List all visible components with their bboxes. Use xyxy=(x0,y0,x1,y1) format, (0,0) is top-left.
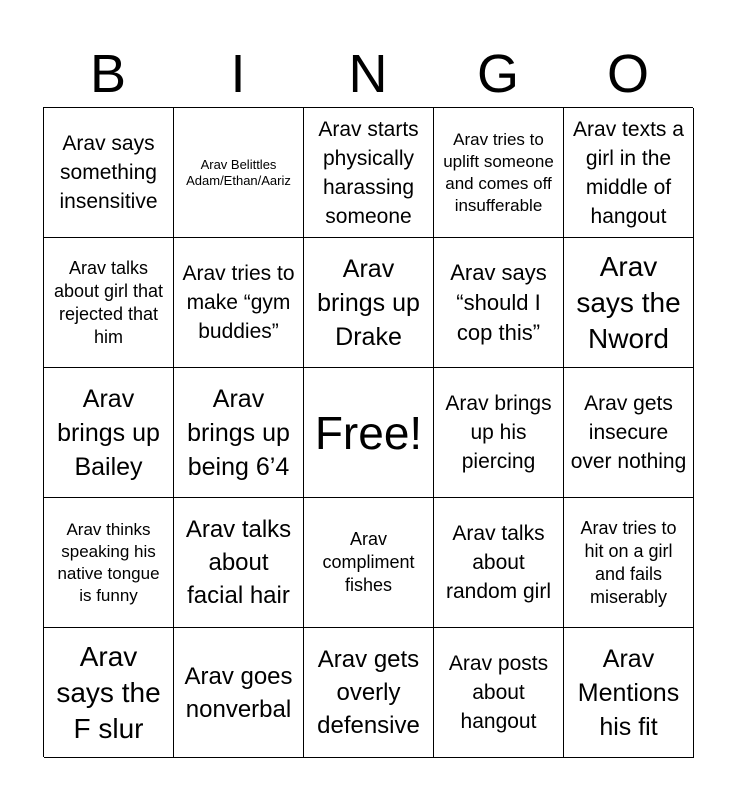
bingo-cell[interactable] xyxy=(434,108,564,238)
bingo-cell[interactable] xyxy=(304,108,434,238)
bingo-cell[interactable] xyxy=(564,498,694,628)
bingo-cell[interactable] xyxy=(304,238,434,368)
bingo-cell[interactable] xyxy=(44,238,174,368)
bingo-cell[interactable] xyxy=(174,368,304,498)
bingo-cell[interactable] xyxy=(304,628,434,758)
cell-text: Arav brings up his piercing xyxy=(445,392,552,473)
cell-text: Arav talks about girl that rejected that him xyxy=(53,257,164,347)
cell-text: Arav tries to uplift someone and comes off insufferable xyxy=(443,129,554,215)
cell-text: Arav thinks speaking his native tongue is funny xyxy=(57,519,160,605)
header-letter-n: N xyxy=(348,44,388,104)
cell-text: Arav gets insecure over nothing xyxy=(570,392,687,473)
cell-text: Arav talks about random girl xyxy=(445,522,552,603)
cell-text: Arav says “should I cop this” xyxy=(450,259,547,345)
bingo-cell[interactable] xyxy=(174,238,304,368)
bingo-cell[interactable] xyxy=(564,628,694,758)
bingo-cell[interactable] xyxy=(564,238,694,368)
header-letter-g: G xyxy=(476,44,519,104)
cell-text: Arav goes nonverbal xyxy=(184,662,293,723)
bingo-cell[interactable] xyxy=(174,498,304,628)
cell-text: Arav tries to hit on a girl and fails miserably xyxy=(580,517,677,607)
cell-text: Arav texts a girl in the middle of hangout xyxy=(573,117,684,228)
cell-text: Arav says something insensitive xyxy=(59,132,158,213)
cell-text: Arav talks about facial hair xyxy=(185,516,292,609)
cell-text: Arav posts about hangout xyxy=(448,652,549,733)
bingo-card xyxy=(43,107,693,757)
header-letter-i: I xyxy=(230,44,246,104)
cell-text: Arav tries to make “gym buddies” xyxy=(182,262,295,343)
bingo-cell[interactable] xyxy=(174,628,304,758)
bingo-cell[interactable] xyxy=(44,108,174,238)
cell-text: Arav says the Nword xyxy=(576,250,681,354)
bingo-cell[interactable] xyxy=(304,498,434,628)
bingo-cell[interactable] xyxy=(44,368,174,498)
bingo-cell[interactable] xyxy=(44,628,174,758)
bingo-cell[interactable] xyxy=(44,498,174,628)
cell-text: Arav starts physically harassing someone xyxy=(318,117,419,228)
bingo-cell[interactable] xyxy=(174,108,304,238)
cell-text: Arav Mentions his fit xyxy=(577,644,680,741)
cell-text: Arav brings up Drake xyxy=(317,254,420,351)
free-space-text: Free! xyxy=(314,406,423,459)
cell-text: Arav compliment fishes xyxy=(322,529,415,595)
header-letter-b: B xyxy=(89,44,127,104)
bingo-cell[interactable] xyxy=(434,368,564,498)
bingo-cell[interactable] xyxy=(564,108,694,238)
header-letter-o: O xyxy=(606,44,649,104)
cell-text: Arav Belittles Adam/Ethan/Aariz xyxy=(186,156,291,188)
bingo-cell[interactable] xyxy=(434,238,564,368)
cell-text: Arav brings up being 6’4 xyxy=(187,384,290,481)
cell-text: Arav gets overly defensive xyxy=(317,646,420,739)
cell-text: Arav says the F slur xyxy=(56,640,161,744)
free-space[interactable] xyxy=(304,368,434,498)
bingo-cell[interactable] xyxy=(564,368,694,498)
bingo-header xyxy=(43,44,693,104)
bingo-cell[interactable] xyxy=(434,628,564,758)
cell-text: Arav brings up Bailey xyxy=(57,384,160,481)
bingo-cell[interactable] xyxy=(434,498,564,628)
